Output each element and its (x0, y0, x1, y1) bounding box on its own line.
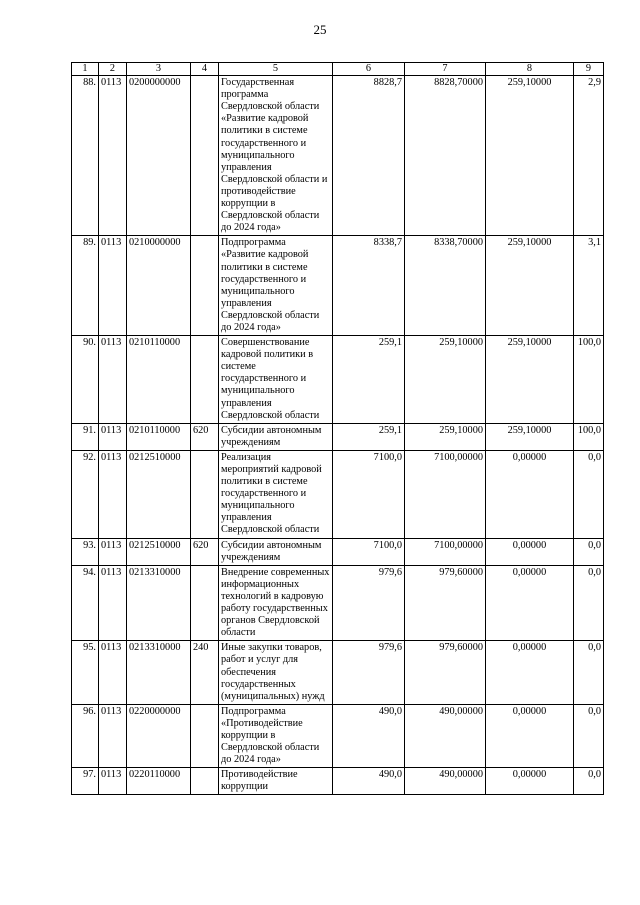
row-number-cell: 94. (72, 565, 99, 641)
expense-type-cell (191, 76, 219, 236)
percent-cell: 0,0 (574, 538, 604, 565)
table-row (72, 76, 604, 236)
section-code-cell: 0113 (99, 336, 127, 424)
executed-amount-cell: 979,60000 (405, 565, 486, 641)
extra-amount-cell: 0,00000 (486, 450, 574, 538)
expense-type-cell: 620 (191, 538, 219, 565)
executed-amount-cell: 8828,70000 (405, 76, 486, 236)
extra-amount-cell: 0,00000 (486, 704, 574, 767)
section-code-cell: 0113 (99, 236, 127, 336)
plan-amount-cell: 7100,0 (333, 538, 405, 565)
target-article-cell: 0200000000 (127, 76, 191, 236)
row-number-cell: 97. (72, 768, 99, 795)
page-number: 25 (313, 22, 327, 37)
name-cell: Противодействие коррупции (219, 768, 333, 795)
plan-amount-cell: 490,0 (333, 704, 405, 767)
table-row (72, 641, 604, 704)
header-cell: 9 (574, 63, 604, 76)
percent-cell: 0,0 (574, 641, 604, 704)
expense-type-cell (191, 565, 219, 641)
name-cell: Подпрограмма «Противодействие коррупции в Свердловской области до 2024 года» (219, 704, 333, 767)
expense-type-cell (191, 450, 219, 538)
plan-amount-cell: 490,0 (333, 768, 405, 795)
header-cell: 2 (99, 63, 127, 76)
header-row (72, 63, 604, 76)
name-cell: Подпрограмма «Развитие кадровой политики в системе государственного и муниципального управления Свердловской области до 2024 года» (219, 236, 333, 336)
percent-cell: 2,9 (574, 76, 604, 236)
row-number-cell: 92. (72, 450, 99, 538)
section-code-cell: 0113 (99, 423, 127, 450)
row-number-cell: 90. (72, 336, 99, 424)
percent-cell: 0,0 (574, 704, 604, 767)
name-cell: Государственная программа Свердловской области «Развитие кадровой политики в системе государственного и муниципального управления Свердловской области и противодействие коррупции в Свердловской области до 2024 года» (219, 76, 333, 236)
row-number-cell: 88. (72, 76, 99, 236)
expense-type-cell (191, 336, 219, 424)
section-code-cell: 0113 (99, 704, 127, 767)
target-article-cell: 0213310000 (127, 641, 191, 704)
executed-amount-cell: 259,10000 (405, 336, 486, 424)
row-number-cell: 91. (72, 423, 99, 450)
target-article-cell: 0210000000 (127, 236, 191, 336)
percent-cell: 100,0 (574, 423, 604, 450)
header-cell: 8 (486, 63, 574, 76)
expense-type-cell (191, 768, 219, 795)
extra-amount-cell: 0,00000 (486, 538, 574, 565)
percent-cell: 0,0 (574, 565, 604, 641)
budget-table (71, 62, 604, 795)
plan-amount-cell: 979,6 (333, 641, 405, 704)
percent-cell: 100,0 (574, 336, 604, 424)
name-cell: Иные закупки товаров, работ и услуг для обеспечения государственных (муниципальных) нужд (219, 641, 333, 704)
header-cell: 5 (219, 63, 333, 76)
table-row (72, 336, 604, 424)
target-article-cell: 0212510000 (127, 450, 191, 538)
table-row (72, 450, 604, 538)
plan-amount-cell: 8338,7 (333, 236, 405, 336)
plan-amount-cell: 259,1 (333, 336, 405, 424)
expense-type-cell: 240 (191, 641, 219, 704)
percent-cell: 0,0 (574, 768, 604, 795)
header-cell: 4 (191, 63, 219, 76)
target-article-cell: 0210110000 (127, 336, 191, 424)
name-cell: Реализация мероприятий кадровой политики в системе государственного и муниципального управления Свердловской области (219, 450, 333, 538)
extra-amount-cell: 259,10000 (486, 423, 574, 450)
executed-amount-cell: 490,00000 (405, 768, 486, 795)
extra-amount-cell: 259,10000 (486, 236, 574, 336)
section-code-cell: 0113 (99, 641, 127, 704)
name-cell: Субсидии автономным учреждениям (219, 538, 333, 565)
executed-amount-cell: 979,60000 (405, 641, 486, 704)
header-cell: 6 (333, 63, 405, 76)
percent-cell: 3,1 (574, 236, 604, 336)
target-article-cell: 0220000000 (127, 704, 191, 767)
name-cell: Внедрение современных информационных технологий в кадровую работу государственных органов Свердловской области (219, 565, 333, 641)
plan-amount-cell: 7100,0 (333, 450, 405, 538)
expense-type-cell (191, 704, 219, 767)
executed-amount-cell: 259,10000 (405, 423, 486, 450)
section-code-cell: 0113 (99, 450, 127, 538)
extra-amount-cell: 0,00000 (486, 768, 574, 795)
extra-amount-cell: 0,00000 (486, 641, 574, 704)
row-number-cell: 89. (72, 236, 99, 336)
section-code-cell: 0113 (99, 538, 127, 565)
table-row (72, 538, 604, 565)
section-code-cell: 0113 (99, 76, 127, 236)
table-row (72, 423, 604, 450)
plan-amount-cell: 8828,7 (333, 76, 405, 236)
section-code-cell: 0113 (99, 768, 127, 795)
table-row (72, 565, 604, 641)
table-row (72, 236, 604, 336)
name-cell: Субсидии автономным учреждениям (219, 423, 333, 450)
target-article-cell: 0220110000 (127, 768, 191, 795)
row-number-cell: 96. (72, 704, 99, 767)
executed-amount-cell: 7100,00000 (405, 538, 486, 565)
plan-amount-cell: 259,1 (333, 423, 405, 450)
section-code-cell: 0113 (99, 565, 127, 641)
percent-cell: 0,0 (574, 450, 604, 538)
executed-amount-cell: 8338,70000 (405, 236, 486, 336)
expense-type-cell: 620 (191, 423, 219, 450)
table-row (72, 704, 604, 767)
executed-amount-cell: 490,00000 (405, 704, 486, 767)
header-cell: 1 (72, 63, 99, 76)
extra-amount-cell: 259,10000 (486, 336, 574, 424)
row-number-cell: 95. (72, 641, 99, 704)
target-article-cell: 0212510000 (127, 538, 191, 565)
header-cell: 7 (405, 63, 486, 76)
table-row (72, 768, 604, 795)
executed-amount-cell: 7100,00000 (405, 450, 486, 538)
header-cell: 3 (127, 63, 191, 76)
plan-amount-cell: 979,6 (333, 565, 405, 641)
target-article-cell: 0210110000 (127, 423, 191, 450)
extra-amount-cell: 0,00000 (486, 565, 574, 641)
row-number-cell: 93. (72, 538, 99, 565)
extra-amount-cell: 259,10000 (486, 76, 574, 236)
expense-type-cell (191, 236, 219, 336)
name-cell: Совершенствование кадровой политики в системе государственного и муниципального управления Свердловской области (219, 336, 333, 424)
target-article-cell: 0213310000 (127, 565, 191, 641)
